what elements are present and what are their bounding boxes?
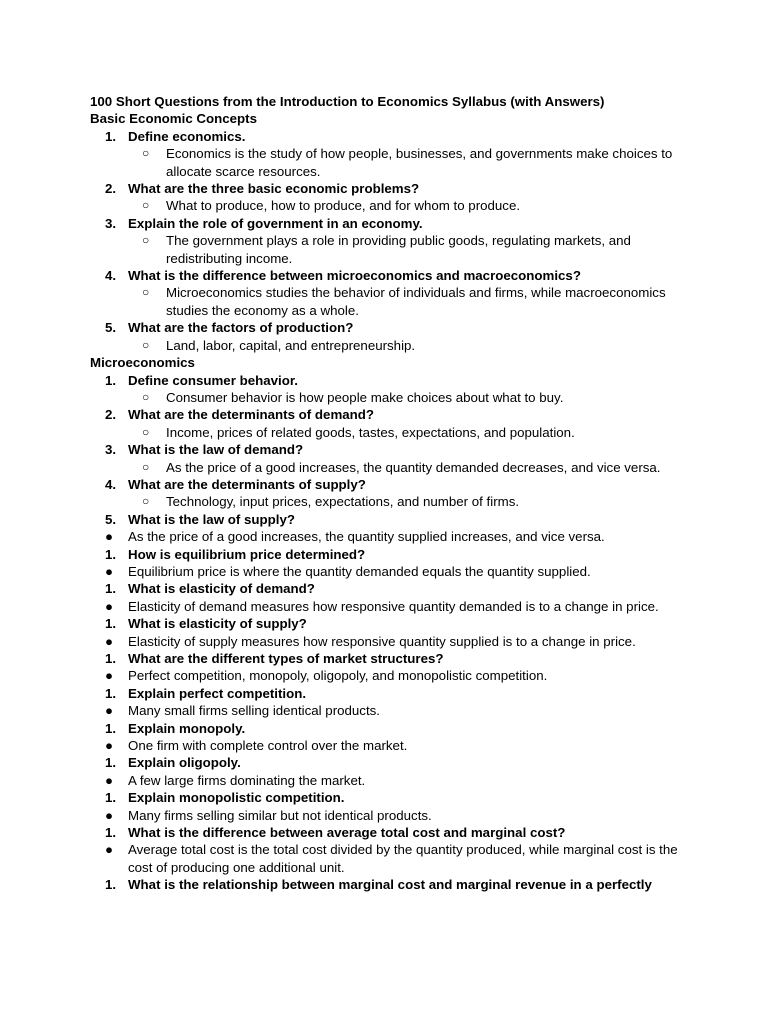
hollow-bullet-icon: ○ bbox=[142, 285, 150, 300]
answer-text: Elasticity of demand measures how responsive quantity demanded is to a change in price. bbox=[128, 598, 659, 614]
list-number: 1. bbox=[105, 790, 117, 806]
answer-text: A few large firms dominating the market. bbox=[128, 772, 366, 788]
question-text: Define consumer behavior. bbox=[128, 372, 298, 388]
answer-text: Land, labor, capital, and entrepreneurship. bbox=[166, 337, 416, 353]
question-text: What is the law of demand? bbox=[128, 442, 304, 458]
answer-item bbox=[90, 633, 690, 650]
question-text: Explain the role of government in an economy. bbox=[128, 215, 423, 231]
question-item bbox=[90, 441, 690, 458]
list-number: 1. bbox=[105, 651, 117, 666]
list-number: 5. bbox=[105, 511, 117, 527]
answer-text: Elasticity of supply measures how responsive quantity supplied is to a change in price. bbox=[128, 633, 636, 649]
answer-item bbox=[90, 702, 690, 719]
hollow-bullet-icon: ○ bbox=[142, 494, 150, 509]
bullet-icon: ● bbox=[105, 703, 114, 719]
question-item bbox=[90, 615, 690, 632]
answer-item bbox=[90, 841, 690, 876]
question-text: What is the law of supply? bbox=[128, 511, 295, 527]
hollow-bullet-icon: ○ bbox=[142, 459, 150, 474]
answer-item bbox=[90, 424, 690, 441]
answer-item bbox=[90, 145, 690, 180]
question-item bbox=[90, 215, 690, 232]
bullet-icon: ● bbox=[105, 807, 114, 823]
hollow-bullet-icon: ○ bbox=[142, 337, 150, 352]
question-item bbox=[90, 720, 690, 737]
question-item bbox=[90, 824, 690, 841]
answer-text: Many firms selling similar but not identical products. bbox=[128, 807, 432, 823]
hollow-bullet-icon: ○ bbox=[142, 389, 150, 404]
question-text: Explain monopolistic competition. bbox=[128, 790, 345, 806]
question-item bbox=[90, 580, 690, 597]
answer-item bbox=[90, 528, 690, 545]
answer-item bbox=[90, 284, 690, 319]
answer-text: Technology, input prices, expectations, and number of firms. bbox=[166, 494, 520, 510]
bullet-icon: ● bbox=[105, 738, 114, 754]
hollow-bullet-icon: ○ bbox=[142, 424, 150, 439]
question-text: What is the relationship between marginal cost and marginal revenue in a perfectly bbox=[128, 877, 652, 893]
question-text: Explain oligopoly. bbox=[128, 755, 241, 771]
question-item bbox=[90, 876, 690, 893]
answer-text: Income, prices of related goods, tastes, expectations, and population. bbox=[166, 424, 575, 440]
answer-text: As the price of a good increases, the quantity supplied increases, and vice versa. bbox=[128, 529, 605, 545]
answer-item bbox=[90, 197, 690, 214]
bullet-icon: ● bbox=[105, 529, 114, 545]
question-item bbox=[90, 754, 690, 771]
list-number: 1. bbox=[105, 685, 117, 701]
answer-text: One firm with complete control over the market. bbox=[128, 738, 408, 754]
question-item bbox=[90, 511, 690, 528]
question-text: What are the three basic economic problems? bbox=[128, 181, 420, 197]
list-number: 1. bbox=[105, 372, 117, 388]
answer-text: Equilibrium price is where the quantity demanded equals the quantity supplied. bbox=[128, 563, 591, 579]
question-text: What is elasticity of supply? bbox=[128, 616, 307, 632]
hollow-bullet-icon: ○ bbox=[142, 146, 150, 161]
document-body bbox=[90, 93, 690, 894]
document-title: 100 Short Questions from the Introduction to Economics Syllabus (with Answers) bbox=[90, 94, 605, 109]
question-item bbox=[90, 546, 690, 563]
section-heading-basic-concepts: Basic Economic Concepts bbox=[90, 111, 257, 127]
question-text: Explain perfect competition. bbox=[128, 685, 307, 701]
list-number: 2. bbox=[105, 407, 117, 423]
question-item bbox=[90, 650, 690, 667]
list-number: 1. bbox=[105, 755, 117, 771]
bullet-icon: ● bbox=[105, 842, 114, 858]
question-item bbox=[90, 406, 690, 423]
question-text: What are the determinants of demand? bbox=[128, 407, 375, 423]
question-item bbox=[90, 319, 690, 336]
question-text: What are the different types of market structures? bbox=[128, 651, 444, 666]
list-number: 1. bbox=[105, 581, 117, 597]
bullet-icon: ● bbox=[105, 563, 114, 579]
bullet-icon: ● bbox=[105, 633, 114, 649]
question-item bbox=[90, 789, 690, 806]
list-number: 2. bbox=[105, 181, 117, 197]
answer-item bbox=[90, 807, 690, 824]
question-text: What is the difference between average total cost and marginal cost? bbox=[128, 825, 566, 841]
bullet-icon: ● bbox=[105, 668, 114, 684]
question-item bbox=[90, 267, 690, 284]
answer-item bbox=[90, 459, 690, 476]
question-text: How is equilibrium price determined? bbox=[128, 546, 366, 562]
list-number: 3. bbox=[105, 215, 117, 231]
list-number: 4. bbox=[105, 268, 117, 284]
answer-text: Microeconomics studies the behavior of individuals and firms, while macroeconomics studies the economy as a whole. bbox=[166, 285, 666, 318]
bullet-icon: ● bbox=[105, 598, 114, 614]
answer-text: The government plays a role in providing public goods, regulating markets, and redistributing income. bbox=[166, 233, 631, 266]
bullet-icon: ● bbox=[105, 772, 114, 788]
question-item bbox=[90, 372, 690, 389]
list-number: 1. bbox=[105, 546, 117, 562]
list-number: 5. bbox=[105, 320, 117, 336]
list-number: 1. bbox=[105, 825, 117, 841]
answer-item bbox=[90, 737, 690, 754]
answer-item bbox=[90, 337, 690, 354]
answer-text: Economics is the study of how people, businesses, and governments make choices to allocate scarce resources. bbox=[166, 146, 673, 179]
question-item bbox=[90, 128, 690, 145]
answer-item bbox=[90, 598, 690, 615]
answer-text: Average total cost is the total cost divided by the quantity produced, while marginal cost is the cost of producing one additional unit. bbox=[128, 842, 678, 875]
question-text: What are the determinants of supply? bbox=[128, 476, 366, 492]
list-number: 1. bbox=[105, 720, 117, 736]
list-number: 1. bbox=[105, 616, 117, 632]
answer-text: Perfect competition, monopoly, oligopoly, and monopolistic competition. bbox=[128, 668, 548, 684]
hollow-bullet-icon: ○ bbox=[142, 198, 150, 213]
answer-text: As the price of a good increases, the quantity demanded decreases, and vice versa. bbox=[166, 459, 661, 475]
section-heading-microeconomics: Microeconomics bbox=[90, 355, 195, 371]
list-number: 1. bbox=[105, 877, 117, 893]
answer-item bbox=[90, 772, 690, 789]
question-text: Define economics. bbox=[128, 128, 246, 144]
answer-item bbox=[90, 232, 690, 267]
question-text: What are the factors of production? bbox=[128, 320, 354, 336]
answer-item bbox=[90, 563, 690, 580]
list-number: 4. bbox=[105, 476, 117, 492]
answer-text: What to produce, how to produce, and for whom to produce. bbox=[166, 198, 521, 214]
hollow-bullet-icon: ○ bbox=[142, 233, 150, 248]
list-number: 3. bbox=[105, 442, 117, 458]
question-item bbox=[90, 685, 690, 702]
answer-item bbox=[90, 493, 690, 510]
question-text: Explain monopoly. bbox=[128, 720, 246, 736]
question-item bbox=[90, 180, 690, 197]
question-text: What is the difference between microeconomics and macroeconomics? bbox=[128, 268, 581, 284]
answer-item bbox=[90, 389, 690, 406]
question-text: What is elasticity of demand? bbox=[128, 581, 315, 597]
question-item bbox=[90, 476, 690, 493]
answer-text: Many small firms selling identical products. bbox=[128, 703, 380, 719]
answer-item bbox=[90, 667, 690, 684]
answer-text: Consumer behavior is how people make choices about what to buy. bbox=[166, 389, 564, 405]
list-number: 1. bbox=[105, 128, 117, 144]
